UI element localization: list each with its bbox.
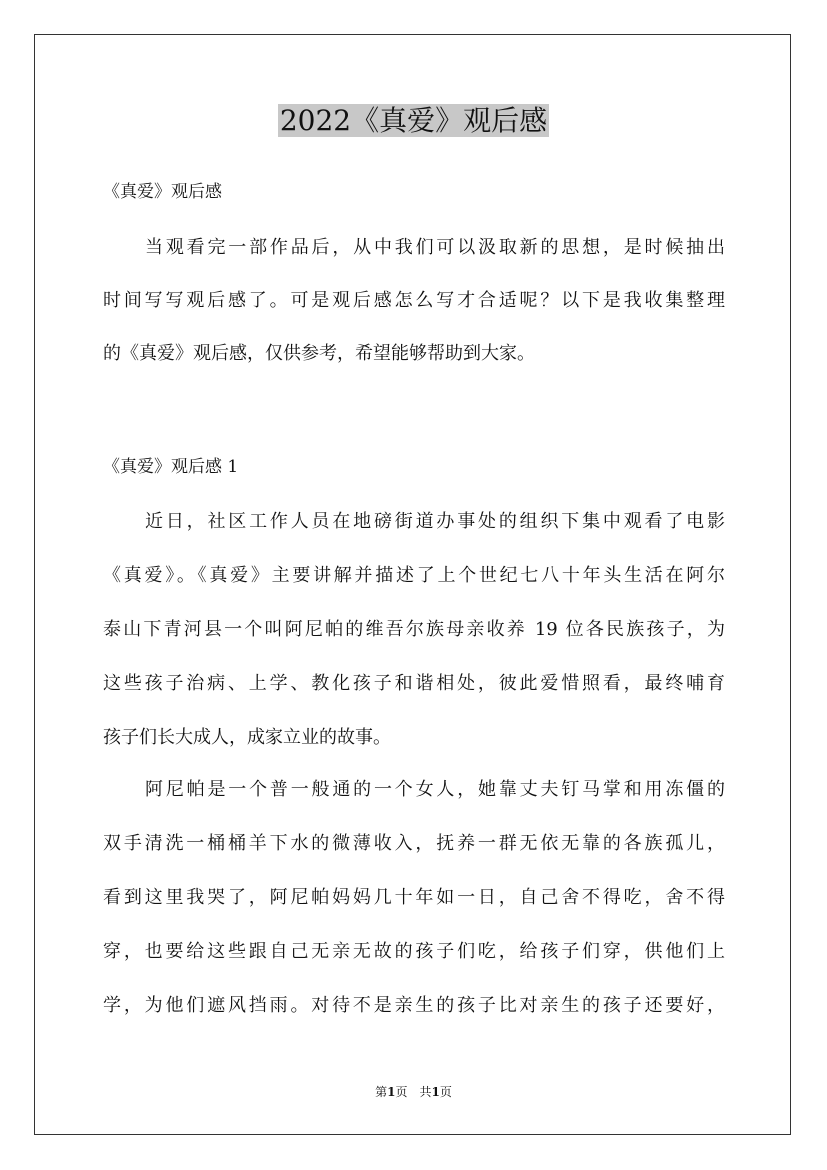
- paragraph-line: 这些孩子治病、上学、教化孩子和谐相处，彼此爱惜照看，最终哺育: [103, 673, 725, 694]
- paragraph-line: 孩子们长大成人，成家立业的故事。: [103, 727, 391, 748]
- paragraph-line: 《真爱》。《真爱》主要讲解并描述了上个世纪七八十年头生活在阿尔: [103, 565, 725, 586]
- document-subtitle: 《真爱》观后感: [103, 182, 222, 202]
- paragraph-line: 穿，也要给这些跟自己无亲无故的孩子们吃，给孩子们穿，供他们上: [103, 941, 725, 962]
- paragraph-line: 学，为他们遮风挡雨。对待不是亲生的孩子比对亲生的孩子还要好，: [103, 995, 725, 1016]
- paragraph-line: 看到这里我哭了，阿尼帕妈妈几十年如一日，自己舍不得吃，舍不得: [103, 887, 725, 908]
- footer-page-number: 1: [387, 1085, 396, 1099]
- intro-line: 时间写写观后感了。可是观后感怎么写才合适呢？以下是我收集整理: [103, 290, 725, 311]
- paragraph-line: 阿尼帕是一个普一般通的一个女人，她靠丈夫钉马掌和用冻僵的: [145, 779, 725, 800]
- paragraph-line: 双手清洗一桶桶羊下水的微薄收入，抚养一群无依无靠的各族孤儿，: [103, 833, 725, 854]
- footer-prefix: 第: [375, 1085, 388, 1099]
- document-title-wrap: [0, 100, 827, 142]
- footer-mid: 页 共: [395, 1085, 432, 1099]
- intro-line: 的《真爱》观后感，仅供参考，希望能够帮助到大家。: [103, 343, 535, 364]
- footer-suffix: 页: [439, 1085, 452, 1099]
- paragraph-line: 泰山下青河县一个叫阿尼帕的维吾尔族母亲收养 19 位各民族孩子，为: [103, 619, 725, 640]
- page-footer: [0, 1084, 827, 1100]
- section-heading: 《真爱》观后感 1: [103, 457, 239, 477]
- footer-total-pages: 1: [431, 1085, 440, 1099]
- intro-line: 当观看完一部作品后，从中我们可以汲取新的思想，是时候抽出: [145, 237, 725, 258]
- document-title: 2022《真爱》观后感: [279, 104, 548, 137]
- paragraph-line: 近日，社区工作人员在地磅街道办事处的组织下集中观看了电影: [145, 511, 725, 532]
